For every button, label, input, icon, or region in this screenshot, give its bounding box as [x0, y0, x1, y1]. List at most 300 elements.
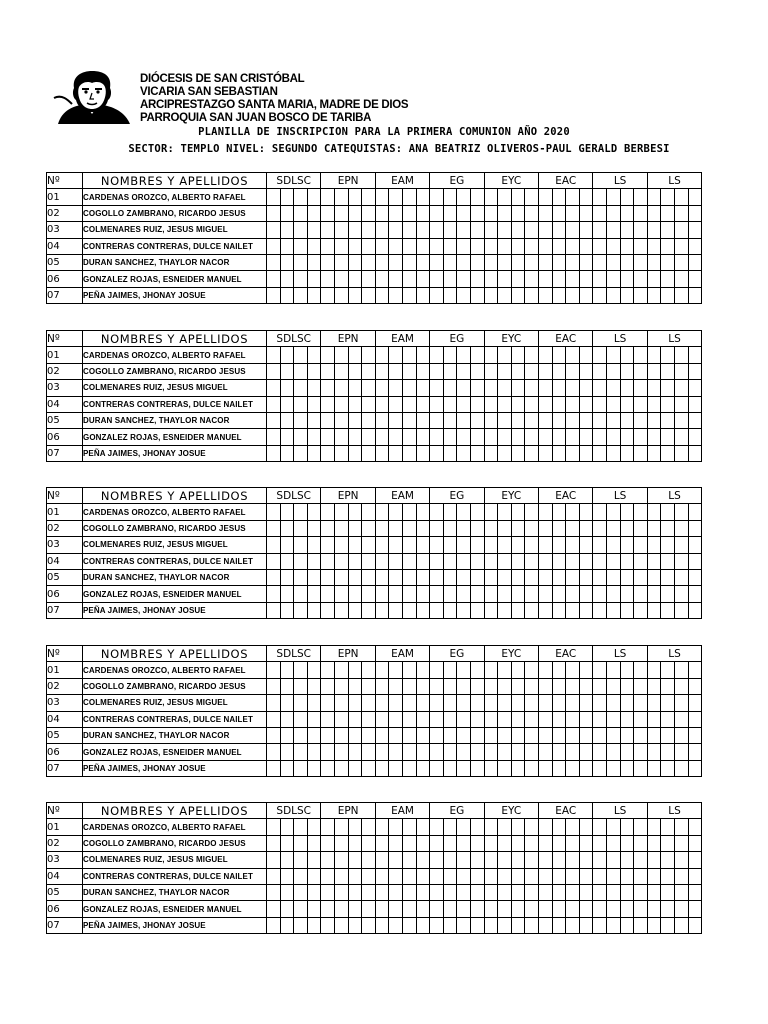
attendance-cell	[484, 569, 498, 585]
attendance-cell	[280, 901, 294, 917]
attendance-cell	[389, 819, 403, 835]
attendance-cell	[538, 412, 552, 428]
attendance-cell	[470, 254, 484, 270]
attendance-cell	[267, 287, 281, 303]
attendance-cell	[647, 287, 661, 303]
attendance-cell	[348, 711, 362, 727]
attendance-cell	[321, 396, 335, 412]
attendance-cell	[321, 271, 335, 287]
attendance-cell	[538, 901, 552, 917]
attendance-cell	[470, 445, 484, 461]
student-name: DURAN SANCHEZ, THAYLOR NACOR	[83, 412, 267, 428]
attendance-cell	[552, 760, 566, 776]
attendance-cell	[674, 380, 688, 396]
attendance-cell	[674, 819, 688, 835]
column-header-group: EYC	[484, 646, 538, 662]
attendance-cell	[294, 504, 308, 520]
attendance-cell	[470, 602, 484, 618]
attendance-cell	[362, 586, 376, 602]
attendance-cell	[348, 412, 362, 428]
attendance-cell	[538, 520, 552, 536]
attendance-cell	[457, 380, 471, 396]
attendance-cell	[498, 445, 512, 461]
attendance-cell	[620, 396, 634, 412]
attendance-cell	[348, 884, 362, 900]
attendance-cell	[634, 520, 648, 536]
attendance-cell	[335, 711, 349, 727]
attendance-cell	[566, 819, 580, 835]
attendance-cell	[416, 727, 430, 743]
attendance-cell	[267, 363, 281, 379]
row-number: 02	[47, 835, 83, 851]
attendance-cell	[389, 901, 403, 917]
attendance-cell	[674, 205, 688, 221]
attendance-cell	[416, 287, 430, 303]
attendance-cell	[443, 520, 457, 536]
attendance-cell	[511, 504, 525, 520]
column-header-number: Nº	[47, 488, 83, 504]
attendance-cell	[661, 835, 675, 851]
attendance-cell	[688, 189, 702, 205]
attendance-cell	[375, 222, 389, 238]
attendance-cell	[661, 695, 675, 711]
attendance-cell	[593, 711, 607, 727]
attendance-cell	[661, 445, 675, 461]
attendance-cell	[498, 363, 512, 379]
attendance-cell	[416, 271, 430, 287]
attendance-cell	[620, 429, 634, 445]
attendance-cell	[416, 884, 430, 900]
attendance-cell	[389, 711, 403, 727]
column-header-number: Nº	[47, 646, 83, 662]
attendance-cell	[403, 396, 417, 412]
attendance-cell	[307, 662, 321, 678]
attendance-cell	[403, 901, 417, 917]
row-number: 04	[47, 238, 83, 254]
attendance-cell	[566, 662, 580, 678]
attendance-cell	[634, 189, 648, 205]
attendance-cell	[647, 347, 661, 363]
attendance-cell	[647, 429, 661, 445]
attendance-cell	[484, 347, 498, 363]
attendance-cell	[321, 760, 335, 776]
attendance-cell	[606, 238, 620, 254]
attendance-cell	[593, 238, 607, 254]
attendance-cell	[498, 760, 512, 776]
archpriesthood-name: ARCIPRESTAZGO SANTA MARIA, MADRE DE DIOS	[140, 99, 409, 111]
attendance-cell	[362, 602, 376, 618]
attendance-cell	[579, 711, 593, 727]
attendance-cell	[416, 744, 430, 760]
column-header-group: LS	[593, 646, 647, 662]
attendance-cell	[403, 553, 417, 569]
attendance-cell	[511, 819, 525, 835]
attendance-cell	[606, 744, 620, 760]
attendance-cell	[294, 852, 308, 868]
attendance-cell	[647, 271, 661, 287]
attendance-cell	[470, 760, 484, 776]
attendance-cell	[375, 901, 389, 917]
attendance-cell	[647, 917, 661, 933]
attendance-cell	[634, 504, 648, 520]
attendance-cell	[484, 586, 498, 602]
attendance-cell	[416, 222, 430, 238]
row-number: 02	[47, 520, 83, 536]
attendance-cell	[484, 662, 498, 678]
attendance-cell	[620, 760, 634, 776]
attendance-cell	[362, 537, 376, 553]
attendance-cell	[511, 884, 525, 900]
attendance-cell	[362, 917, 376, 933]
student-name: CONTRERAS CONTRERAS, DULCE NAILET	[83, 868, 267, 884]
attendance-cell	[267, 222, 281, 238]
attendance-cell	[362, 238, 376, 254]
attendance-cell	[566, 238, 580, 254]
student-name: GONZALEZ ROJAS, ESNEIDER MANUEL	[83, 271, 267, 287]
attendance-cell	[457, 254, 471, 270]
table-row	[47, 695, 702, 711]
attendance-cell	[566, 412, 580, 428]
attendance-cell	[525, 222, 539, 238]
attendance-cell	[457, 537, 471, 553]
attendance-cell	[620, 819, 634, 835]
attendance-cell	[280, 504, 294, 520]
attendance-cell	[579, 412, 593, 428]
attendance-cell	[430, 222, 444, 238]
attendance-cell	[375, 711, 389, 727]
attendance-cell	[335, 569, 349, 585]
attendance-cell	[552, 347, 566, 363]
attendance-cell	[416, 586, 430, 602]
attendance-cell	[416, 678, 430, 694]
attendance-cell	[335, 835, 349, 851]
attendance-cell	[661, 586, 675, 602]
attendance-cell	[606, 884, 620, 900]
attendance-cell	[538, 445, 552, 461]
table-row	[47, 760, 702, 776]
attendance-cell	[375, 695, 389, 711]
attendance-cell	[307, 760, 321, 776]
attendance-cell	[416, 396, 430, 412]
attendance-cell	[280, 205, 294, 221]
attendance-cell	[267, 504, 281, 520]
attendance-cell	[606, 868, 620, 884]
attendance-cell	[484, 819, 498, 835]
attendance-cell	[688, 695, 702, 711]
attendance-cell	[362, 429, 376, 445]
attendance-cell	[525, 711, 539, 727]
attendance-cell	[688, 678, 702, 694]
attendance-cell	[430, 744, 444, 760]
attendance-cell	[267, 569, 281, 585]
attendance-cell	[674, 287, 688, 303]
attendance-cell	[511, 678, 525, 694]
attendance-cell	[647, 884, 661, 900]
attendance-cell	[403, 537, 417, 553]
attendance-cell	[457, 678, 471, 694]
attendance-cell	[484, 884, 498, 900]
attendance-cell	[620, 238, 634, 254]
row-number: 05	[47, 884, 83, 900]
attendance-cell	[566, 222, 580, 238]
attendance-cell	[498, 835, 512, 851]
attendance-cell	[403, 520, 417, 536]
attendance-cell	[606, 205, 620, 221]
attendance-cell	[321, 711, 335, 727]
attendance-cell	[647, 396, 661, 412]
attendance-cell	[620, 695, 634, 711]
column-header-group: EPN	[321, 331, 375, 347]
attendance-cell	[606, 835, 620, 851]
attendance-cell	[688, 868, 702, 884]
attendance-cell	[484, 205, 498, 221]
attendance-cell	[566, 835, 580, 851]
attendance-cell	[375, 819, 389, 835]
attendance-cell	[620, 205, 634, 221]
attendance-cell	[280, 727, 294, 743]
row-number: 06	[47, 586, 83, 602]
table-row	[47, 396, 702, 412]
attendance-cell	[525, 760, 539, 776]
table-row	[47, 254, 702, 270]
attendance-cell	[593, 744, 607, 760]
attendance-cell	[538, 347, 552, 363]
attendance-cell	[348, 662, 362, 678]
attendance-cell	[389, 412, 403, 428]
attendance-cell	[416, 695, 430, 711]
attendance-cell	[511, 917, 525, 933]
attendance-cell	[416, 412, 430, 428]
attendance-cell	[348, 380, 362, 396]
column-header-name: NOMBRES Y APELLIDOS	[83, 488, 267, 504]
attendance-cell	[335, 819, 349, 835]
attendance-cell	[674, 727, 688, 743]
attendance-cell	[403, 238, 417, 254]
row-number: 04	[47, 553, 83, 569]
attendance-cell	[335, 205, 349, 221]
attendance-cell	[470, 553, 484, 569]
attendance-cell	[443, 287, 457, 303]
attendance-cell	[280, 553, 294, 569]
attendance-cell	[403, 504, 417, 520]
attendance-cell	[525, 363, 539, 379]
attendance-cell	[538, 222, 552, 238]
row-number: 01	[47, 819, 83, 835]
attendance-cell	[348, 520, 362, 536]
attendance-cell	[620, 901, 634, 917]
attendance-cell	[280, 363, 294, 379]
attendance-cell	[566, 868, 580, 884]
attendance-cell	[294, 396, 308, 412]
table-row	[47, 678, 702, 694]
student-name: COGOLLO ZAMBRANO, RICARDO JESUS	[83, 363, 267, 379]
attendance-cell	[403, 917, 417, 933]
attendance-cell	[688, 347, 702, 363]
attendance-cell	[647, 760, 661, 776]
attendance-cell	[389, 695, 403, 711]
attendance-cell	[443, 222, 457, 238]
attendance-cell	[348, 238, 362, 254]
attendance-cell	[498, 287, 512, 303]
attendance-cell	[634, 569, 648, 585]
attendance-cell	[470, 238, 484, 254]
attendance-cell	[430, 711, 444, 727]
attendance-cell	[606, 553, 620, 569]
attendance-cell	[593, 569, 607, 585]
attendance-cell	[403, 727, 417, 743]
attendance-cell	[511, 662, 525, 678]
attendance-cell	[416, 662, 430, 678]
attendance-cell	[525, 504, 539, 520]
attendance-cell	[294, 429, 308, 445]
table-row	[47, 569, 702, 585]
attendance-cell	[375, 835, 389, 851]
attendance-cell	[335, 412, 349, 428]
attendance-cell	[430, 347, 444, 363]
attendance-cell	[389, 602, 403, 618]
attendance-cell	[321, 744, 335, 760]
attendance-cell	[634, 222, 648, 238]
attendance-cell	[294, 835, 308, 851]
attendance-cell	[335, 901, 349, 917]
attendance-cell	[579, 569, 593, 585]
attendance-cell	[280, 695, 294, 711]
attendance-cell	[566, 445, 580, 461]
attendance-cell	[498, 901, 512, 917]
attendance-cell	[511, 189, 525, 205]
attendance-cell	[579, 819, 593, 835]
attendance-cell	[267, 537, 281, 553]
attendance-cell	[457, 553, 471, 569]
attendance-cell	[416, 711, 430, 727]
attendance-cell	[294, 727, 308, 743]
attendance-cell	[606, 396, 620, 412]
attendance-cell	[579, 917, 593, 933]
attendance-cell	[484, 429, 498, 445]
attendance-cell	[430, 835, 444, 851]
attendance-cell	[389, 744, 403, 760]
attendance-cell	[416, 347, 430, 363]
attendance-cell	[403, 695, 417, 711]
attendance-cell	[348, 254, 362, 270]
attendance-cell	[688, 445, 702, 461]
attendance-cell	[375, 884, 389, 900]
attendance-cell	[525, 254, 539, 270]
attendance-cell	[307, 189, 321, 205]
attendance-cell	[280, 537, 294, 553]
attendance-cell	[606, 711, 620, 727]
attendance-cell	[593, 347, 607, 363]
attendance-cell	[267, 254, 281, 270]
attendance-cell	[294, 205, 308, 221]
organization-lines	[140, 73, 408, 125]
attendance-cell	[634, 819, 648, 835]
attendance-cell	[498, 852, 512, 868]
attendance-cell	[443, 205, 457, 221]
attendance-cell	[321, 287, 335, 303]
attendance-cell	[498, 412, 512, 428]
attendance-cell	[538, 917, 552, 933]
attendance-cell	[647, 901, 661, 917]
row-number: 01	[47, 347, 83, 363]
attendance-cell	[389, 835, 403, 851]
attendance-cell	[443, 852, 457, 868]
attendance-cell	[403, 819, 417, 835]
attendance-cell	[443, 901, 457, 917]
attendance-cell	[634, 205, 648, 221]
attendance-cell	[538, 586, 552, 602]
attendance-cell	[362, 396, 376, 412]
attendance-cell	[470, 835, 484, 851]
attendance-cell	[579, 189, 593, 205]
attendance-cell	[579, 662, 593, 678]
attendance-cell	[470, 537, 484, 553]
attendance-cell	[457, 396, 471, 412]
attendance-cell	[593, 852, 607, 868]
attendance-cell	[661, 520, 675, 536]
attendance-cell	[688, 711, 702, 727]
attendance-cell	[430, 602, 444, 618]
attendance-cell	[620, 537, 634, 553]
attendance-cell	[661, 396, 675, 412]
attendance-cell	[443, 727, 457, 743]
attendance-cell	[525, 727, 539, 743]
attendance-cell	[498, 380, 512, 396]
attendance-cell	[647, 222, 661, 238]
attendance-cell	[674, 222, 688, 238]
attendance-cell	[538, 396, 552, 412]
row-number: 01	[47, 662, 83, 678]
attendance-cell	[375, 429, 389, 445]
attendance-cell	[674, 602, 688, 618]
attendance-cell	[620, 363, 634, 379]
attendance-cell	[403, 760, 417, 776]
attendance-cell	[484, 271, 498, 287]
attendance-cell	[457, 238, 471, 254]
attendance-cell	[688, 271, 702, 287]
attendance-cell	[511, 852, 525, 868]
attendance-cell	[389, 760, 403, 776]
table-row	[47, 744, 702, 760]
attendance-cell	[321, 380, 335, 396]
attendance-cell	[267, 553, 281, 569]
attendance-cell	[335, 347, 349, 363]
attendance-cell	[538, 254, 552, 270]
attendance-cell	[307, 852, 321, 868]
attendance-cell	[579, 429, 593, 445]
roster-table	[46, 172, 702, 304]
attendance-cell	[606, 222, 620, 238]
attendance-cell	[348, 363, 362, 379]
attendance-cell	[470, 189, 484, 205]
attendance-cell	[307, 744, 321, 760]
attendance-cell	[389, 222, 403, 238]
attendance-cell	[470, 727, 484, 743]
attendance-cell	[620, 520, 634, 536]
attendance-cell	[375, 537, 389, 553]
attendance-cell	[321, 901, 335, 917]
attendance-cell	[552, 586, 566, 602]
attendance-cell	[661, 884, 675, 900]
column-header-group: SDLSC	[267, 646, 321, 662]
attendance-cell	[661, 711, 675, 727]
attendance-cell	[430, 537, 444, 553]
attendance-cell	[403, 868, 417, 884]
attendance-cell	[403, 189, 417, 205]
attendance-cell	[294, 602, 308, 618]
attendance-cell	[416, 363, 430, 379]
student-name: COLMENARES RUIZ, JESUS MIGUEL	[83, 852, 267, 868]
